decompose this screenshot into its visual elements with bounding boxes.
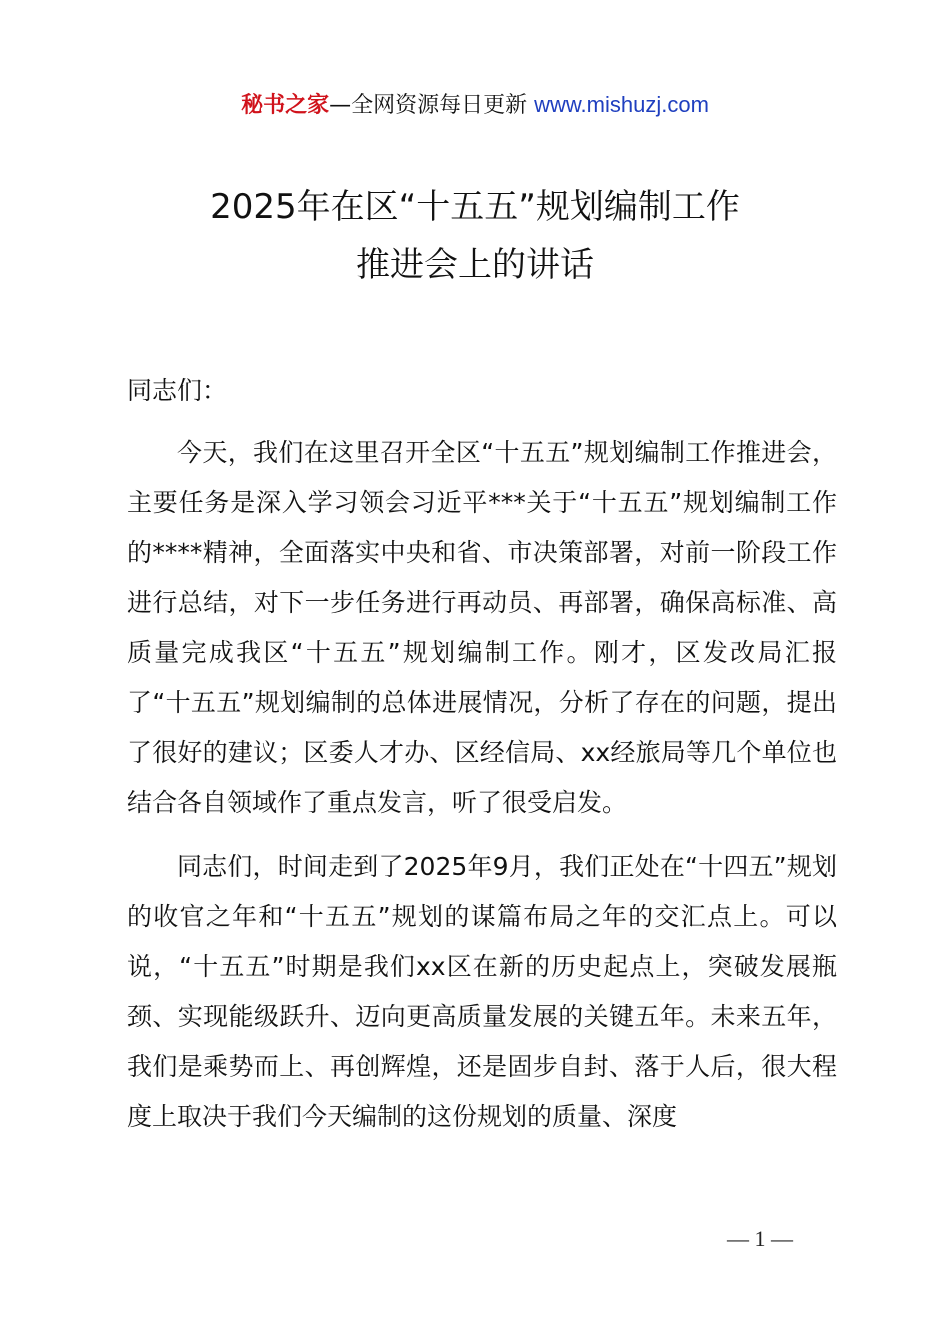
salutation: 同志们： bbox=[127, 376, 228, 405]
page-number: — 1 — bbox=[727, 1226, 793, 1251]
site-url-link[interactable]: www.mishuzj.com bbox=[534, 92, 709, 117]
site-tagline: —全网资源每日更新 bbox=[329, 93, 528, 118]
site-header bbox=[0, 88, 950, 123]
title-line-1: 2025年在区“十五五”规划编制工作 bbox=[210, 187, 740, 227]
paragraph-2: 同志们，时间走到了2025年9月，我们正处在“十四五”规划的收官之年和“十五五”规划的谋篇布局之年的交汇点上。可以说，“十五五”时期是我们xx区在新的历史起点上，突破发展瓶颈、实现能级跃升、迈向更高质量发展的关键五年。未来五年，我们是乘势而上、再创辉煌，还是固步自封、落于人后，很大程度上取决于我们今天编制的这份规划的质量、深度 bbox=[127, 852, 837, 1131]
title-line-2: 推进会上的讲话 bbox=[356, 245, 594, 285]
document-title bbox=[0, 178, 950, 294]
site-brand: 秘书之家 bbox=[241, 93, 330, 118]
document-body bbox=[127, 366, 837, 1156]
paragraph-1: 今天，我们在这里召开全区“十五五”规划编制工作推进会，主要任务是深入学习领会习近平***关于“十五五”规划编制工作的****精神，全面落实中央和省、市决策部署，对前一阶段工作进行总结，对下一步任务进行再动员、再部署，确保高标准、高质量完成我区“十五五”规划编制工作。刚才，区发改局汇报了“十五五”规划编制的总体进展情况，分析了存在的问题，提出了很好的建议；区委人才办、区经信局、xx经旅局等几个单位也结合各自领域作了重点发言，听了很受启发。 bbox=[127, 438, 837, 817]
